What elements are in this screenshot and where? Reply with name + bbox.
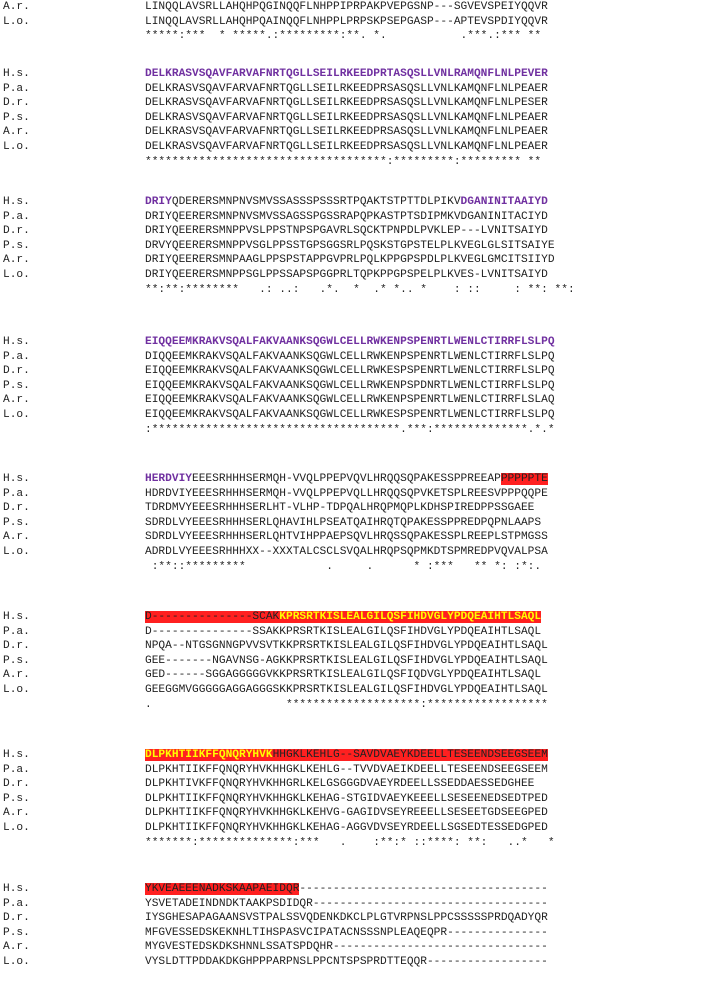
sequence-text: [145, 911, 548, 926]
sequence-row: [0, 763, 709, 778]
segment: YSVETADEINDNDKTAAKPSDIDQR-----------------------------------: [145, 897, 548, 910]
highlighted-segment: PPPPPTE: [500, 473, 548, 485]
sequence-text: [145, 239, 555, 254]
segment: *****:*** * *****.:*********:**. *. .***.:*** **: [145, 30, 542, 43]
sequence-text: [145, 668, 541, 683]
segment: DELKRASVSQAVFARVAFNRTQGLLSEILRKEEDPRSASQSLLVNLKAMQNFLNLPEAER: [145, 111, 548, 124]
species-label: D.r.: [3, 365, 30, 378]
species-label: P.a.: [3, 625, 30, 638]
segment: SDRDLVYEEESRHHHSERLQHTVIHPPAEPSQVLHRQSSQPAKESSPLREEPLSTPMGSS: [145, 531, 548, 544]
species-label: H.s.: [3, 473, 30, 485]
segment: VYSLDTTPDDAKDKGHPPPARPNSLPPCNTSPSPRDTTEQQR------------------: [145, 956, 548, 968]
segment: ADRDLVYEEESRHHHXX--XXXTALCSCLSVQALHRQPSQPMKDTSPMREDPVQVALPSA: [145, 546, 548, 558]
segment: DRVYQEERERSMNPPVSGLPPSSTGPSGGSRLPQSKSTGPSTELPLKVEGLGLSITSAIYE: [145, 239, 555, 252]
segment: DRIYQEERERSMNPPSGLPPSSAPSPGGPRLTQPKPPGPSPELPLKVES-LVNITSAIYD: [145, 269, 548, 281]
segment: SDRDLVYEEESRHHHSERLQHAVIHLPSEATQAIHRQTQPAKESSPPREDPQPNLAAPS: [145, 516, 542, 529]
segment: MFGVESSEDSKEKNHLTIHSPASVCIPATACNSSSNPLEAQEQPR---------------: [145, 926, 548, 939]
sequence-row: [0, 224, 709, 239]
segment: HDRDVIYEEESRHHHSERMQH-VVQLPPEPVQLLHRQQSQPVKETSPLREESVPPPQQPE: [145, 487, 548, 500]
sequence-text: [145, 654, 548, 669]
sequence-text: [145, 501, 534, 516]
sequence-row: [0, 364, 709, 379]
sequence-row: [0, 545, 709, 560]
segment: DRIYQEERERSMNPPVSLPPSTNPSPGAVRLSQCKTPNPDLPVKLEP---LVNITSAIYD: [145, 225, 548, 238]
sequence-row: [0, 125, 709, 140]
sequence-row: [0, 625, 709, 640]
sequence-text: [145, 379, 555, 394]
species-label: A.r.: [3, 531, 30, 544]
segment: DLPKHTIIKFFQNQRYHVKHHGKLKEHLG--TVVDVAEIKDEELLTESEENDSEEGSEEM: [145, 763, 548, 776]
highlighted-segment: EIQQEEMKRAKVSQALFAKVAANKSQGWLCELLRWKENPSPENRTLWENLCTIRRFLSLPQ: [145, 336, 555, 348]
highlighted-segment: DLPKHTIIKFFQNQRYHVK: [145, 749, 273, 761]
segment: DLPKHTIIKFFQNQRYHVKHHGKLKEHVG-GAGIDVSEYREEELLSESEETGDSEEGPED: [145, 807, 548, 820]
sequence-row: [0, 911, 709, 926]
sequence-row: [0, 926, 709, 941]
sequence-text: [145, 882, 548, 897]
sequence-row: [0, 777, 709, 792]
segment: DELKRASVSQAVFARVAFNRTQGLLSEILRKEEDPRSASQSLLVNLKAMQNFLNLPESER: [145, 97, 548, 110]
highlighted-segment: DELKRASVSQAVFARVAFNRTQGLLSEILRKEEDPRTASQSLLVNLRAMQNFLNLPEVER: [145, 68, 548, 80]
sequence-text: [145, 283, 575, 298]
species-label: A.r.: [3, 126, 30, 139]
sequence-text: [145, 516, 541, 531]
sequence-row: [0, 82, 709, 97]
sequence-row: [0, 501, 709, 516]
sequence-text: [145, 940, 548, 955]
sequence-text: [145, 792, 548, 807]
segment: MYGVESTEDSKDKSHNNLSSATSPDQHR--------------------------------: [145, 941, 548, 954]
species-label: L.o.: [3, 822, 30, 834]
sequence-text: [145, 29, 541, 44]
species-label: P.s.: [3, 111, 30, 124]
sequence-text: [145, 0, 548, 15]
sequence-row: [0, 882, 709, 897]
segment: EIQQEEMKRAKVSQALFAKVAANKSQGWLCELLRWKESPSPENRTLWENLCTIRRFLSLPQ: [145, 409, 555, 421]
species-label: A.r.: [3, 941, 30, 954]
species-label: D.r.: [3, 225, 30, 238]
segment: DELKRASVSQAVFARVAFNRTQGLLSEILRKEEDPRSASQSLLVNLKAMQNFLNLPEAER: [145, 82, 548, 95]
species-label: D.r.: [3, 912, 30, 925]
sequence-row: [0, 639, 709, 654]
sequence-text: [145, 268, 548, 283]
species-label: L.o.: [3, 546, 30, 558]
sequence-text: [145, 560, 541, 575]
segment: QDERERSMNPNVSMVSSASSSPSSSRTPQAKTSTPTTDLPIKV: [171, 196, 461, 208]
sequence-text: [145, 748, 548, 763]
species-label: L.o.: [3, 956, 30, 968]
segment: . ********************:******************: [145, 698, 548, 711]
sequence-row: [0, 379, 709, 394]
sequence-text: [145, 610, 541, 625]
consensus-row: [0, 423, 709, 438]
sequence-row: [0, 668, 709, 683]
sequence-text: [145, 155, 541, 170]
species-label: L.o.: [3, 409, 30, 421]
sequence-text: [145, 125, 548, 140]
sequence-text: [145, 364, 555, 379]
segment: DELKRASVSQAVFARVAFNRTQGLLSEILRKEEDPRSASQSLLVNLKAMQNFLNLPEAER: [145, 141, 548, 153]
sequence-text: [145, 683, 548, 698]
sequence-row: [0, 239, 709, 254]
sequence-text: [145, 777, 534, 792]
species-label: P.a.: [3, 763, 30, 776]
segment: DRIYQEERERSMNPNVSMVSSAGSSPGSSRAPQPKASTPTSDIPMKVDGANINITACIYD: [145, 210, 548, 223]
sequence-row: [0, 683, 709, 698]
segment: DLPKHTIIKFFQNQRYHVKHHGKLKEHAG-STGIDVAEYKEEELLSESEENEDSEDTPED: [145, 792, 548, 805]
segment: EIQQEEMKRAKVSQALFAKVAANKSQGWLCELLRWKENPSPDNRTLWENLCTIRRFLSLPQ: [145, 379, 555, 392]
species-label: P.a.: [3, 487, 30, 500]
sequence-row: [0, 210, 709, 225]
segment: GED------SGGAGGGGGVKKPRSRTKISLEALGILQSFIQDVGLYPDQEAIHTLSAQL: [145, 669, 542, 682]
sequence-text: [145, 926, 548, 941]
sequence-text: [145, 625, 541, 640]
species-label: A.r.: [3, 394, 30, 407]
segment: EIQQEEMKRAKVSQALFAKVAANKSQGWLCELLRWKESPSPENRTLWENLCTIRRFLSLPQ: [145, 365, 555, 378]
highlighted-segment: YKVEAEEENADKSKAAPAEIDQR: [145, 883, 300, 895]
sequence-row: [0, 67, 709, 82]
consensus-row: [0, 836, 709, 851]
sequence-text: [145, 393, 555, 408]
segment: LINQQLAVSRLLAHQHPQAINQQFLNHPPLPRPSKPSEPGASP---APTEVSPDIYQQVR: [145, 15, 548, 28]
segment: GEE-------NGAVNSG-AGKKPRSRTKISLEALGILQSFIHDVGLYPDQEAIHTLSAQL: [145, 654, 548, 667]
sequence-text: [145, 140, 548, 155]
species-label: H.s.: [3, 68, 30, 80]
sequence-text: [145, 487, 548, 502]
sequence-row: [0, 253, 709, 268]
sequence-row: [0, 955, 709, 970]
sequence-row: [0, 335, 709, 350]
segment: DELKRASVSQAVFARVAFNRTQGLLSEILRKEEDPRSASQSLLVNLKAMQNFLNLPEAER: [145, 126, 548, 139]
highlighted-segment: KPRSRTKISLEALGILQSFIHDVGLYPDQEAIHTLSAQL: [279, 611, 542, 623]
sequence-text: [145, 806, 548, 821]
sequence-text: [145, 408, 555, 423]
species-label: L.o.: [3, 684, 30, 696]
segment: IYSGHESAPAGAANSVSTPALSSVQDENKDKCLPLGTVRPNSLPPCSSSSSPRDQADYQR: [145, 912, 548, 925]
species-label: H.s.: [3, 196, 30, 208]
sequence-text: [145, 821, 548, 836]
sequence-text: [145, 836, 555, 851]
sequence-row: [0, 487, 709, 502]
species-label: P.a.: [3, 897, 30, 910]
segment: :**::********* . . * :*** ** *: :*:.: [145, 560, 542, 573]
sequence-text: [145, 423, 555, 438]
sequence-row: [0, 0, 709, 15]
sequence-text: [145, 698, 548, 713]
sequence-row: [0, 195, 709, 210]
highlighted-segment: HERDVIY: [145, 473, 192, 485]
sequence-row: [0, 408, 709, 423]
sequence-row: [0, 821, 709, 836]
species-label: L.o.: [3, 141, 30, 153]
sequence-text: [145, 545, 548, 560]
species-label: A.r.: [3, 669, 30, 682]
highlighted-segment: HHGKLKEHLG--SAVDVAEYKDEELLTESEENDSEEGSEEM: [272, 749, 548, 761]
sequence-text: [145, 82, 548, 97]
species-label: P.s.: [3, 239, 30, 252]
sequence-text: [145, 15, 548, 30]
sequence-text: [145, 472, 548, 487]
segment: GEEGGMVGGGGGAGGAGGGSKKPRSRTKISLEALGILQSFIHDVGLYPDQEAIHTLSAQL: [145, 684, 548, 696]
sequence-row: [0, 350, 709, 365]
highlighted-segment: DGANINITAAIYD: [460, 196, 548, 208]
consensus-row: [0, 283, 709, 298]
species-label: P.a.: [3, 210, 30, 223]
species-label: D.r.: [3, 97, 30, 110]
species-label: D.r.: [3, 640, 30, 653]
consensus-row: [0, 560, 709, 575]
species-label: L.o.: [3, 269, 30, 281]
sequence-row: [0, 111, 709, 126]
segment: TDRDMVYEEESRHHHSERLHT-VLHP-TDPQALHRQPMQPLKDHSPIREDPPSSGAEE: [145, 502, 535, 515]
highlighted-segment: D---------------SCAK: [145, 611, 280, 623]
sequence-row: [0, 15, 709, 30]
segment: EIQQEEMKRAKVSQALFAKVAANKSQGWLCELLRWKENPSPENRTLWENLCTIRRFLSLAQ: [145, 394, 555, 407]
segment: LINQQLAVSRLLAHQHPQGINQQFLNHPPIPRPAKPVEPGSNP---SGVEVSPEIYQQVR: [145, 1, 548, 13]
sequence-row: [0, 610, 709, 625]
segment: DRIYQEERERSMNPAAGLPPSPSTAPPGVPRLPQLKPPGPSPDLPLKVEGLGMCITSIIYD: [145, 254, 555, 267]
sequence-text: [145, 96, 548, 111]
species-label: P.a.: [3, 350, 30, 363]
species-label: P.a.: [3, 82, 30, 95]
sequence-row: [0, 792, 709, 807]
species-label: H.s.: [3, 336, 30, 348]
species-label: P.s.: [3, 516, 30, 529]
species-label: H.s.: [3, 883, 30, 895]
sequence-text: [145, 897, 548, 912]
species-label: H.s.: [3, 611, 30, 623]
segment: -------------------------------------: [299, 883, 548, 895]
species-label: P.s.: [3, 792, 30, 805]
sequence-text: [145, 335, 555, 350]
sequence-row: [0, 897, 709, 912]
sequence-row: [0, 806, 709, 821]
sequence-row: [0, 472, 709, 487]
sequence-row: [0, 393, 709, 408]
segment: DIQQEEMKRAKVSQALFAKVAANKSQGWLCELLRWKENPSPENRTLWENLCTIRRFLSLPQ: [145, 350, 555, 363]
sequence-text: [145, 253, 555, 268]
sequence-row: [0, 96, 709, 111]
species-label: H.s.: [3, 749, 30, 761]
sequence-row: [0, 530, 709, 545]
sequence-row: [0, 748, 709, 763]
sequence-text: [145, 639, 548, 654]
segment: :*************************************.***:**************.*.*: [145, 423, 555, 436]
species-label: P.s.: [3, 926, 30, 939]
segment: DLPKHTIIKFFQNQRYHVKHHGKLKEHAG-AGGVDVSEYRDEELLSGSEDTESSEDGPED: [145, 822, 548, 834]
species-label: P.s.: [3, 654, 30, 667]
sequence-row: [0, 516, 709, 531]
sequence-text: [145, 224, 548, 239]
sequence-text: [145, 955, 548, 970]
sequence-text: [145, 210, 548, 225]
species-label: D.r.: [3, 502, 30, 515]
species-label: A.r.: [3, 254, 30, 267]
segment: EEESRHHHSERMQH-VVQLPPEPVQVLHRQQSQPAKESSPPREEAP: [192, 473, 501, 485]
sequence-text: [145, 763, 548, 778]
species-label: A.r.: [3, 807, 30, 820]
sequence-text: [145, 530, 548, 545]
sequence-row: [0, 268, 709, 283]
sequence-text: [145, 350, 555, 365]
species-label: A.r.: [3, 1, 30, 13]
species-label: L.o.: [3, 15, 30, 28]
sequence-text: [145, 111, 548, 126]
highlighted-segment: DRIY: [145, 196, 172, 208]
segment: ************************************:*********:********* **: [145, 155, 542, 168]
consensus-row: [0, 155, 709, 170]
segment: *******:**************:*** . :**:* ::****: **: ..* *: [145, 836, 555, 849]
sequence-row: [0, 654, 709, 669]
sequence-text: [145, 195, 548, 210]
segment: NPQA--NTGSGNNGPVVSVTKKPRSRTKISLEALGILQSFIHDVGLYPDQEAIHTLSAQL: [145, 640, 548, 653]
sequence-row: [0, 940, 709, 955]
segment: D---------------SSAKKPRSRTKISLEALGILQSFIHDVGLYPDQEAIHTLSAQL: [145, 625, 542, 638]
species-label: P.s.: [3, 379, 30, 392]
consensus-row: [0, 29, 709, 44]
sequence-row: [0, 140, 709, 155]
consensus-row: [0, 698, 709, 713]
segment: DLPKHTIVKFFQNQRYHVKHHGRLKELGSGGGDVAEYRDEELLSSEDDAESSEDGHEE: [145, 778, 535, 791]
segment: **:**:******** .: ..: .*. * .* *.. * : :: : **: **:: [145, 283, 575, 296]
species-label: D.r.: [3, 778, 30, 791]
sequence-text: [145, 67, 548, 82]
